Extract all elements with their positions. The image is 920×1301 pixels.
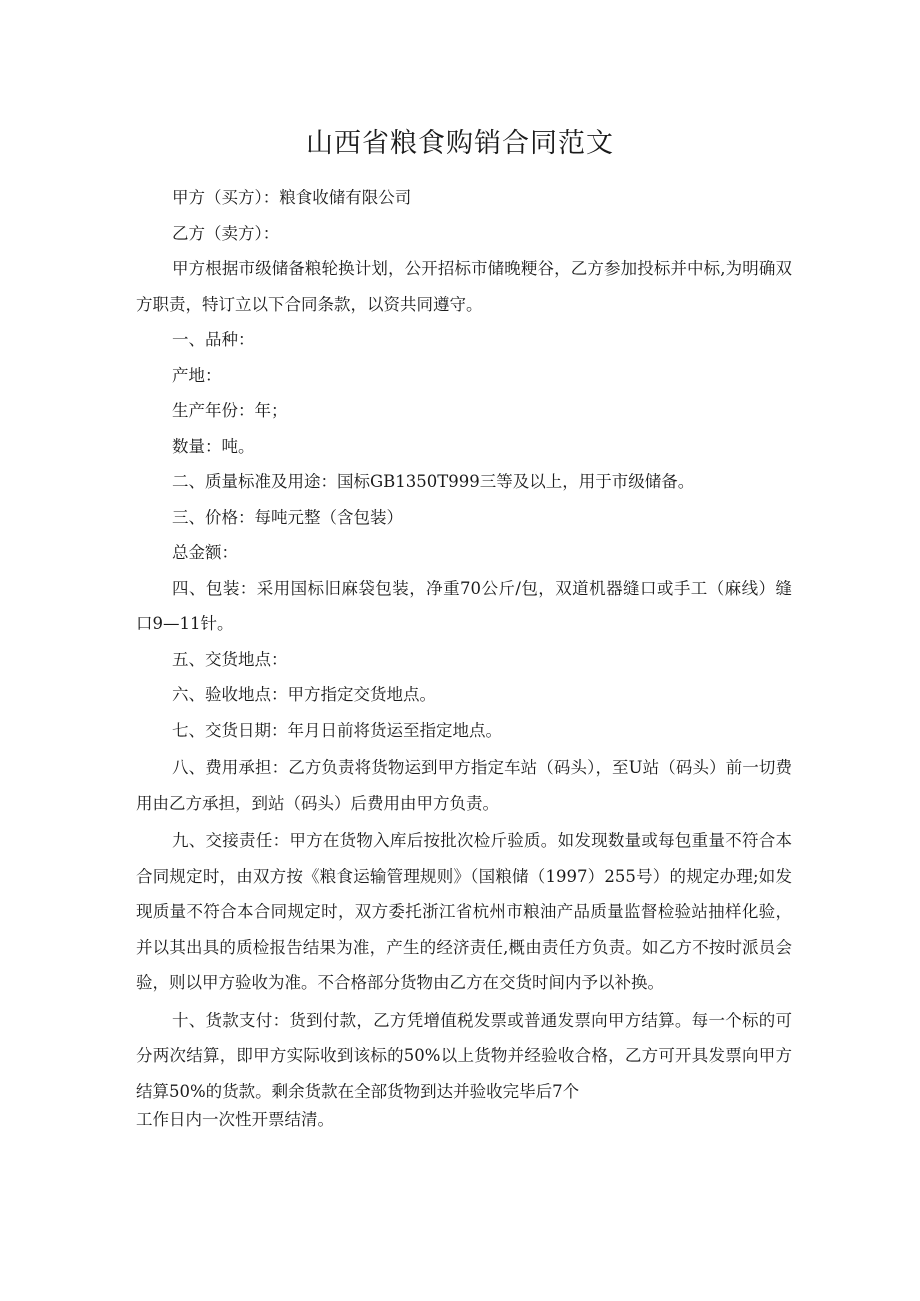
clause-packaging: 四、包装：采用国标旧麻袋包装，净重70公斤/包，双道机器缝口或手工（麻线）缝口9—11针。	[136, 578, 792, 633]
clause-quantity: 数量：吨。	[172, 436, 255, 456]
document-title: 山西省粮食购销合同范文	[306, 128, 614, 159]
clause-handover-responsibility: 九、交接责任：甲方在货物入库后按批次检斤验质。如发现数量或每包重量不符合本合同规定时，由双方按《粮食运输管理规则》（国粮储（1997）255号）的规定办理;如发现质量不符合本合同规定时，双方委托浙江省杭州市粮油产品质量监督检验站抽样化验，并以其出具的质检报告结果为准，产生的经济责任,概由责任方负责。如乙方不按时派员会验，则以甲方验收为准。不合格部分货物由乙方在交货时间内予以补换。	[136, 831, 792, 992]
party-b-line: 乙方（卖方）：	[172, 223, 280, 243]
clause-delivery-location: 五、交货地点：	[172, 649, 288, 669]
preamble-paragraph: 甲方根据市级储备粮轮换计划，公开招标市储晚粳谷，乙方参加投标并中标,为明确双方职责，特订立以下合同条款，以资共同遵守。	[136, 259, 792, 314]
clause-delivery-date: 七、交货日期：年月日前将货运至指定地点。	[172, 720, 502, 740]
party-a-line: 甲方（买方）：粮食收储有限公司	[172, 188, 412, 207]
clause-price: 三、价格：每吨元整（含包装）	[172, 507, 403, 527]
contract-body	[136, 180, 792, 1131]
clause-inspection-location: 六、验收地点：甲方指定交货地点。	[172, 685, 436, 704]
payment-tail-line: 工作日内一次性开票结清。	[136, 1110, 334, 1129]
clause-production-year: 生产年份：年；	[172, 401, 288, 420]
clause-cost-bearing: 八、费用承担：乙方负责将货物运到甲方指定车站（码头），至U站（码头）前一切费用由乙方承担，到站（码头）后费用由甲方负责。	[136, 758, 792, 813]
clause-variety: 一、品种：	[172, 330, 255, 349]
clause-quality-standard: 二、质量标准及用途：国标GB1350T999三等及以上，用于市级储备。	[172, 472, 695, 491]
clause-payment: 十、货款支付：货到付款，乙方凭增值税发票或普通发票向甲方结算。每一个标的可分两次结算，即甲方实际收到该标的50%以上货物并经验收合格，乙方可开具发票向甲方结算50%的货款。剩余货款在全部货物到达并验收完毕后7个	[136, 1010, 792, 1101]
clause-origin: 产地：	[172, 365, 222, 385]
clause-total-amount: 总金额：	[172, 543, 238, 562]
